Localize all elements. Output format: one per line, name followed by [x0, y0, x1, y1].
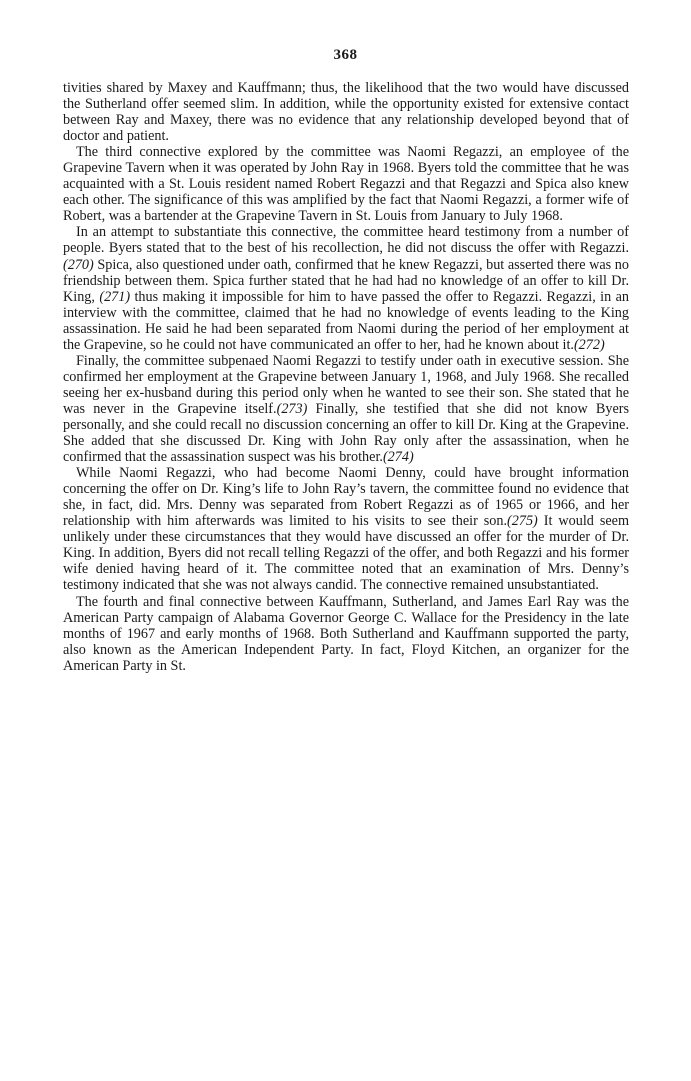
paragraph-text: Finally, the committee subpenaed Naomi Regazzi to testify under oath in executive session. She confirmed her employment at the Grapevine between January 1, 1968, and July 1968. She recalled seeing her ex-husband during this period only when he wanted to see their son. She stated that he was never in the Grapevine itself.	[63, 352, 629, 417]
paragraph	[63, 80, 629, 144]
paragraph	[63, 594, 629, 674]
paragraph-text: It would seem unlikely under these circumstances that they would have discussed an offer for the murder of Dr. King. In addition, Byers did not recall telling Regazzi of the offer, and both Regazzi and his former wife denied having heard of it. The committee noted that an examination of Mrs. Denny’s testimony indicated that she was not always candid. The connective remained unsubstantiated.	[63, 513, 629, 594]
paragraph	[63, 144, 629, 224]
footnote-ref: (273)	[276, 400, 308, 417]
body-text	[63, 80, 629, 674]
footnote-ref: (270)	[63, 256, 94, 273]
footnote-ref: (274)	[382, 449, 414, 466]
paragraph-text: thus making it impossible for him to have passed the offer to Regazzi. Regazzi, in an interview with the committee, claimed that he had no knowledge of events leading to the King assassination. He said he had been separated from Naomi during the period of her employment at the Grapevine, so he could not have communicated an offer to her, had he known about it.	[63, 288, 630, 353]
paragraph	[63, 353, 629, 465]
footnote-ref: (275)	[507, 513, 538, 530]
paragraph-text: tivities shared by Maxey and Kauffmann; thus, the likelihood that the two would have discussed the Sutherland offer seemed slim. In addition, while the opportunity existed for extensive contact between Ray and Maxey, there was no evidence that any relationship developed beyond that of doctor and patient.	[63, 80, 629, 145]
footnote-ref: (271)	[99, 288, 131, 305]
paragraph-text: In an attempt to substantiate this connective, the committee heard testimony from a number of people. Byers stated that to the best of his recollection, he did not discuss the offer with Regazzi.	[63, 224, 629, 257]
paragraph-text: The third connective explored by the committee was Naomi Regazzi, an employee of the Grapevine Tavern when it was operated by John Ray in 1968. Byers told the committee that he was acquainted with a St. Louis resident named Robert Regazzi and that Regazzi and Spica also knew each other. The significance of this was amplified by the fact that Naomi Regazzi, a former wife of Robert, was a bartender at the Grapevine Tavern in St. Louis from January to July 1968.	[63, 144, 629, 225]
paragraph-text: The fourth and final connective between Kauffmann, Sutherland, and James Earl Ray was the American Party campaign of Alabama Governor George C. Wallace for the Presidency in the late months of 1967 and early months of 1968. Both Sutherland and Kauffmann supported the party, also known as the American Independent Party. In fact, Floyd Kitchen, an organizer for the American Party in St.	[63, 593, 629, 674]
paragraph	[63, 465, 629, 593]
page-number: 368	[333, 47, 358, 63]
paragraph-text: Spica, also questioned under oath, confirmed that he knew Regazzi, but asserted there was no friendship between them. Spica further stated that he had had no knowledge of an offer to kill Dr. King,	[63, 256, 629, 305]
paragraph-text: While Naomi Regazzi, who had become Naomi Denny, could have brought information concerning the offer on Dr. King’s life to John Ray’s tavern, the committee found no evidence that she, in fact, did. Mrs. Denny was separated from Robert Regazzi as of 1965 or 1966, and her relationship with him afterwards was limited to his visits to see their son.	[63, 465, 629, 530]
footnote-ref: (272)	[573, 336, 605, 353]
paragraph	[63, 224, 629, 352]
paragraph-text: Finally, she testified that she did not know Byers personally, and she could recall no discussion concerning an offer to kill Dr. King at the Grapevine. She added that she discussed Dr. King with John Ray only after the assassination, when he confirmed that the assassination suspect was his brother.	[63, 400, 629, 466]
